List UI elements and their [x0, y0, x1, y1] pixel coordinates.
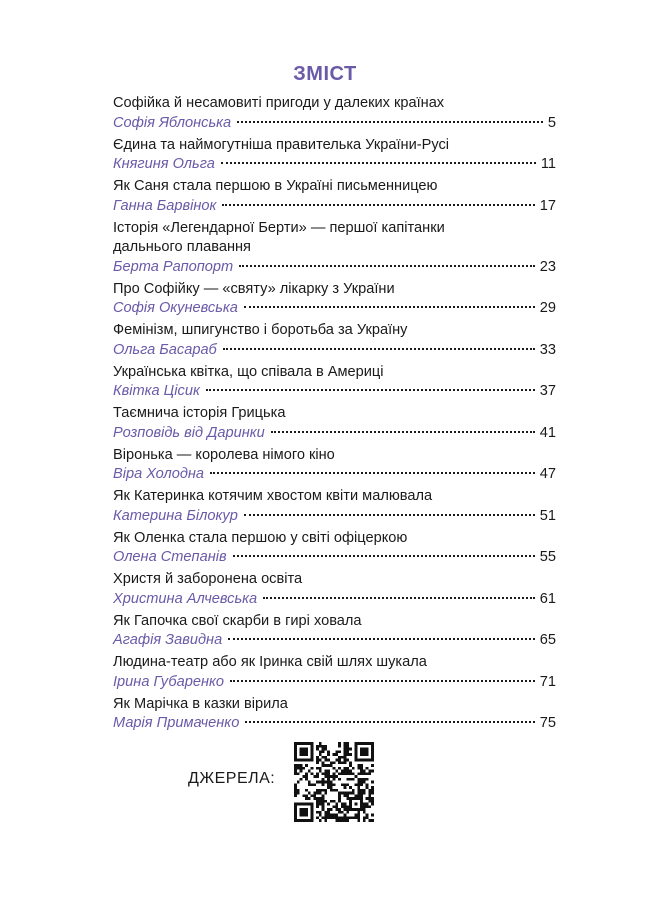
- dot-leader: [210, 472, 535, 474]
- entry-author-line: [113, 673, 556, 694]
- entry-author-line: [113, 424, 556, 445]
- entry-title: Фемінізм, шпигунство і боротьба за Україну: [113, 322, 408, 338]
- dot-leader: [237, 121, 543, 123]
- entry-author-line: [113, 507, 556, 528]
- toc-entry: [113, 363, 556, 404]
- entry-title: Українська квітка, що співала в Америці: [113, 363, 384, 380]
- entry-author: Софія Окуневська: [113, 300, 238, 316]
- toc-entry: [113, 219, 556, 279]
- entry-author-line: [113, 299, 556, 320]
- dot-leader: [233, 555, 535, 557]
- entry-title: Христя й заборонена освіта: [113, 571, 303, 587]
- dot-leader: [222, 204, 534, 206]
- entry-page-number: 11: [540, 156, 556, 172]
- toc-entry: [113, 487, 556, 528]
- entry-author: Віра Холодна: [113, 466, 205, 482]
- entry-author-line: [113, 114, 556, 135]
- entry-title: Про Софійку — «святу» лікарку з України: [113, 280, 395, 297]
- toc-entry: [113, 612, 556, 653]
- entry-author: Олена Степанів: [113, 549, 227, 565]
- entry-author-line: [113, 548, 556, 569]
- entry-title: Як Оленка стала першою у світі офіцеркою: [113, 529, 408, 546]
- entry-author: Софія Яблонська: [113, 114, 232, 131]
- toc-entry: [113, 653, 556, 694]
- entry-author: Ірина Губаренко: [113, 673, 224, 690]
- entry-page-number: 65: [539, 632, 556, 648]
- toc-entry: [113, 177, 556, 218]
- entry-title: Як Катеринка котячим хвостом квіти малювала: [113, 488, 433, 504]
- dot-leader: [263, 597, 535, 599]
- dot-leader: [244, 306, 535, 308]
- toc-entry: [113, 570, 556, 611]
- entry-author: Марія Примаченко: [113, 715, 240, 731]
- entry-page-number: 23: [539, 258, 556, 275]
- entry-author-line: [113, 197, 556, 218]
- entry-title: Як Саня стала першою в Україні письменницею: [113, 178, 438, 194]
- toc-entry: [113, 404, 556, 445]
- entry-author: Ольга Басараб: [113, 341, 217, 358]
- entry-title: Віронька — королева німого кіно: [113, 446, 335, 463]
- entry-page-number: 51: [539, 507, 556, 524]
- entry-author-line: [113, 258, 556, 279]
- entry-author-line: [113, 714, 556, 735]
- entry-page-number: 17: [539, 197, 556, 214]
- toc-entry: [113, 280, 556, 321]
- entry-author: Розповідь від Даринки: [113, 424, 265, 441]
- entry-author: Катерина Білокур: [113, 507, 238, 524]
- entry-author: Христина Алчевська: [113, 590, 258, 607]
- entry-author-line: [113, 465, 556, 486]
- dot-leader: [228, 638, 535, 640]
- dot-leader: [245, 721, 534, 723]
- entry-author-line: [113, 590, 556, 611]
- dot-leader: [221, 162, 536, 164]
- dot-leader: [230, 680, 535, 682]
- entry-title: Таємнича історія Грицька: [113, 405, 286, 421]
- toc-entry: [113, 529, 556, 570]
- entry-title: Історія «Легендарної Берти» — першої капітанки дальнього плавання: [113, 219, 445, 255]
- toc-entry: [113, 695, 556, 736]
- entry-page-number: 41: [539, 424, 556, 441]
- entry-author-line: [113, 341, 556, 362]
- entry-title: Софійка й несамовиті пригоди у далеких країнах: [113, 95, 445, 111]
- toc-entry: [113, 94, 556, 135]
- entry-title: Як Гапочка свої скарби в гирі ховала: [113, 612, 362, 629]
- entry-page-number: 61: [539, 590, 556, 607]
- entry-page-number: 47: [539, 466, 556, 482]
- entry-author: Ганна Барвінок: [113, 197, 217, 214]
- entry-title: Людина-театр або як Іринка свій шлях шукала: [113, 654, 427, 670]
- toc-entry: [113, 321, 556, 362]
- sources-label: ДЖЕРЕЛА:: [188, 770, 276, 787]
- entry-page-number: 37: [539, 383, 556, 399]
- dot-leader: [206, 389, 535, 391]
- table-of-contents: [113, 94, 556, 736]
- entry-author-line: [113, 631, 556, 652]
- entry-author: Княгиня Ольга: [113, 156, 215, 172]
- entry-author-line: [113, 155, 556, 176]
- page-title: ЗМІСТ: [293, 63, 357, 85]
- dot-leader: [223, 348, 535, 350]
- entry-page-number: 55: [539, 549, 556, 565]
- entry-author: Берта Рапопорт: [113, 258, 234, 275]
- dot-leader: [239, 265, 535, 267]
- entry-title: Як Марічка в казки вірила: [113, 695, 288, 712]
- toc-entry: [113, 136, 556, 177]
- dot-leader: [244, 514, 535, 516]
- entry-page-number: 29: [539, 300, 556, 316]
- entry-author-line: [113, 382, 556, 403]
- entry-page-number: 5: [547, 114, 556, 131]
- qr-code-icon[interactable]: [294, 742, 374, 822]
- entry-author: Агафія Завидна: [113, 632, 223, 648]
- entry-title: Єдина та наймогутніша правителька України-Русі: [113, 136, 449, 153]
- entry-page-number: 71: [539, 673, 556, 690]
- toc-entry: [113, 446, 556, 487]
- entry-page-number: 33: [539, 341, 556, 358]
- dot-leader: [271, 431, 535, 433]
- entry-page-number: 75: [539, 715, 556, 731]
- entry-author: Квітка Цісик: [113, 383, 200, 399]
